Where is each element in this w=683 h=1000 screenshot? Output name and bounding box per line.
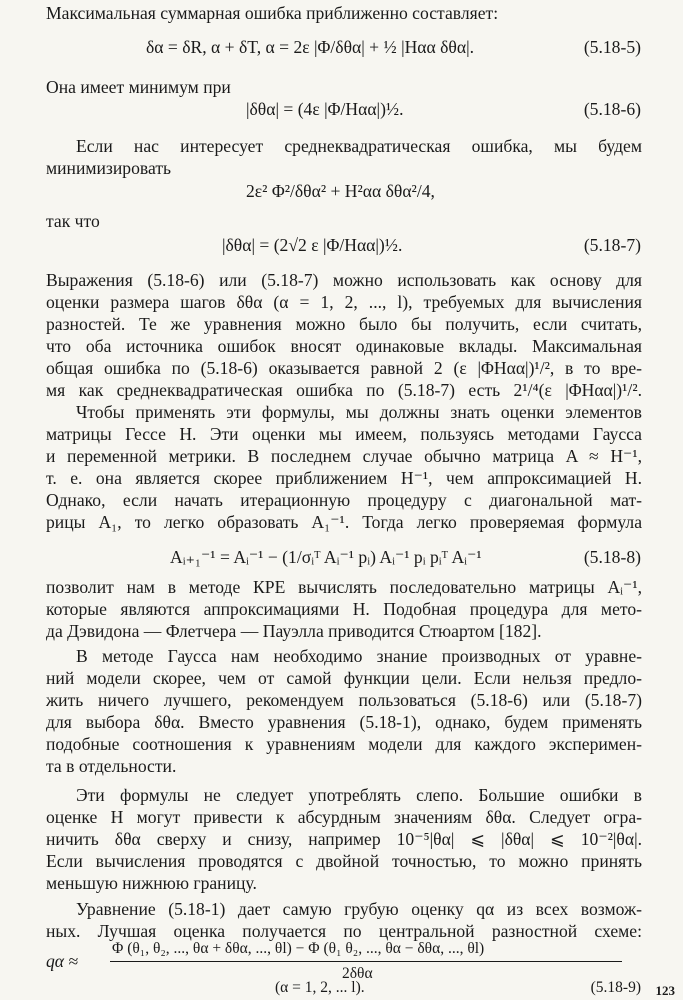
text-line: ных. Лучшая оценка получается по центральной разностной схеме: — [46, 921, 642, 941]
equation-5-18-5: δα = δR, α + δT, α = 2ε |Φ/δθα| + ½ |Hαα δθα|. — [146, 37, 474, 57]
text-line: та в отдельности. — [46, 756, 177, 776]
text-line: ничить δθα сверху и снизу, например 10⁻⁵|θα| ⩽ |δθα| ⩽ 10⁻²|θα|. — [46, 829, 642, 849]
text-line: Если нас интересует среднеквадратическая ошибка, мы будем — [76, 136, 642, 156]
text-line: Однако, если начать итерационную процедуру с диагональной мат- — [46, 490, 642, 510]
text-line: рицы A₁, то легко образовать A₁⁻¹. Тогда легко проверяемая формула — [46, 512, 642, 532]
text-line: которые являются аппроксимациями H. Подобная процедура для мето- — [46, 599, 642, 619]
text-line: т. е. она является скорее приближением H⁻¹, чем аппроксимацией H. — [46, 468, 642, 488]
text-line: позволит нам в методе КРЕ вычислять последовательно матрицы Aᵢ⁻¹, — [46, 577, 642, 597]
equation-number: (5.18-5) — [583, 37, 641, 57]
equation-unnumbered: 2ε² Φ²/δθα² + H²αα δθα²/4, — [246, 181, 435, 201]
equation-number: (5.18-9) — [590, 979, 641, 996]
text-line: да Дэвидона — Флетчера — Пауэлла приводится Стюартом [182]. — [46, 621, 542, 641]
text-line: общая ошибка по (5.18-6) оказывается равной 2 (ε |ΦHαα|)¹/², в то вре- — [46, 358, 642, 378]
equation-number: (5.18-8) — [583, 547, 641, 567]
text-line: матрицы Гессе H. Эти оценки мы имеем, пользуясь методами Гаусса — [46, 424, 642, 444]
text-line: подобные соотношения к уравнениям модели для каждого эксперимен- — [46, 734, 642, 754]
text-line: Чтобы применять эти формулы, мы должны знать оценки элементов — [76, 402, 642, 422]
text-line: мя как среднеквадратическая ошибка по (5.18-7) есть 2¹/⁴(ε |ΦHαα|)¹/². — [46, 380, 642, 400]
fraction-bar — [110, 961, 622, 962]
equation-5-18-6: |δθα| = (4ε |Φ/Hαα|)½. — [246, 99, 404, 119]
text-line: меньшую нижнюю границу. — [46, 873, 257, 893]
text-line: минимизировать — [46, 158, 172, 178]
equation-5-18-9-numerator: Φ (θ₁, θ₂, ..., θα + δθα, ..., θl) − Φ (θ₁ θ₂, ..., θα − δθα, ..., θl) — [112, 940, 485, 957]
text-line: Уравнение (5.18-1) дает самую грубую оценку qα из всех возмож- — [76, 899, 642, 919]
text-line: жить ничего лучшего, рекомендуем пользоваться (5.18-6) или (5.18-7) — [46, 690, 642, 710]
text-line: В методе Гаусса нам необходимо знание производных от уравне- — [76, 646, 642, 666]
equation-5-18-8: Aᵢ₊₁⁻¹ = Aᵢ⁻¹ − (1/σᵢᵀ Aᵢ⁻¹ pᵢ) Aᵢ⁻¹ pᵢ pᵢᵀ Aᵢ⁻¹ — [170, 547, 482, 567]
text-line: Она имеет минимум при — [46, 77, 231, 97]
equation-number: (5.18-6) — [583, 99, 641, 119]
text-line: Максимальная суммарная ошибка приближенно составляет: — [46, 3, 499, 23]
equation-5-18-9-lhs: qα ≈ — [46, 951, 79, 971]
text-line: что оба источника ошибок вносят одинаковые вклады. Максимальная — [46, 336, 642, 356]
text-line: для выбора δθα. Вместо уравнения (5.18-1), однако, будем применять — [46, 712, 642, 732]
text-line: Эти формулы не следует употреблять слепо. Большие ошибки в — [76, 785, 642, 805]
text-line: ний модели скорее, чем от самой функции цели. Если нельзя предло- — [46, 668, 642, 688]
text-line: Выражения (5.18-6) или (5.18-7) можно использовать как основу для — [46, 270, 642, 290]
equation-5-18-7: |δθα| = (2√2 ε |Φ/Hαα|)½. — [222, 235, 403, 255]
equation-5-18-9-denominator: 2δθα — [342, 965, 373, 982]
page-number: 123 — [655, 983, 675, 998]
text-line: оценки размера шагов δθα (α = 1, 2, ..., l), требуемых для вычисления — [46, 292, 642, 312]
text-line: оценке H могут привести к абсурдным значениям δθα. Следует огра- — [46, 807, 642, 827]
text-line: так что — [46, 211, 100, 231]
equation-number: (5.18-7) — [583, 235, 641, 255]
equation-5-18-9-condition: (α = 1, 2, ... l). — [275, 979, 365, 996]
text-line: разностей. Те же уравнения можно было бы получить, если считать, — [46, 314, 642, 334]
text-line: и переменной метрики. В последнем случае обычно матрица A ≈ H⁻¹, — [46, 446, 642, 466]
text-line: Если вычисления проводятся с двойной точностью, то можно принять — [46, 851, 642, 871]
